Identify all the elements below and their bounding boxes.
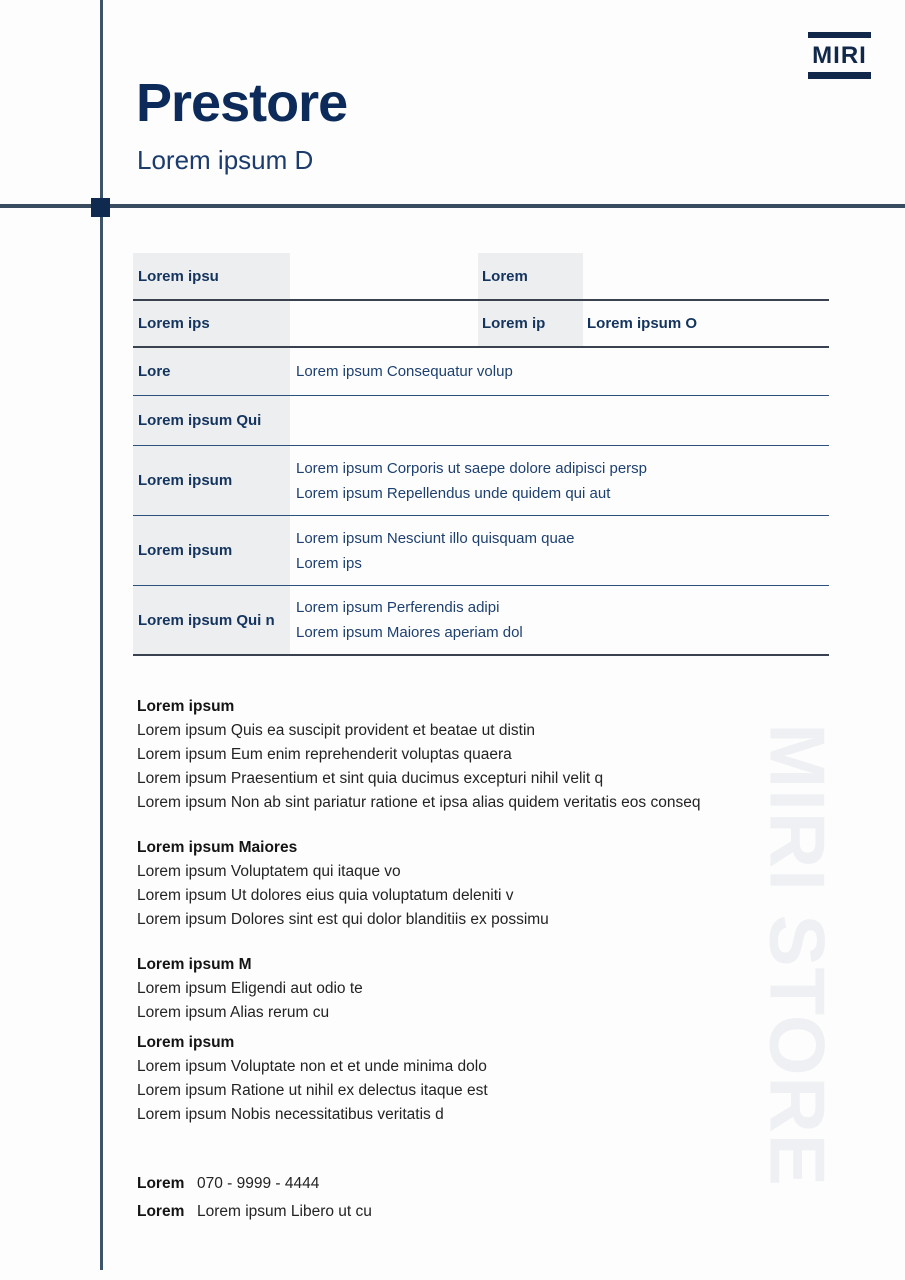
logo-wordmark: MIRI (812, 42, 867, 69)
section-line: Lorem ipsum Nobis necessitatibus veritatis d (137, 1106, 444, 1123)
section-line: Lorem ipsum Voluptate non et et unde minima dolo (137, 1058, 487, 1075)
section-line: Lorem ipsum Praesentium et sint quia ducimus excepturi nihil velit q (137, 770, 604, 787)
text-section (137, 953, 792, 1025)
row-value-line: Lorem ips (296, 554, 362, 572)
row-label: Lorem ipsum Qui (133, 396, 290, 445)
table-row (133, 301, 829, 348)
text-section (137, 695, 792, 815)
page-title: Prestore (136, 73, 348, 133)
section-line: Lorem ipsum Voluptatem qui itaque vo (137, 863, 401, 880)
footer-row (137, 1174, 372, 1193)
section-line: Lorem ipsum Ratione ut nihil ex delectus itaque est (137, 1082, 488, 1099)
body-text (137, 695, 792, 1148)
row-value-line: Lorem ipsum Corporis ut saepe dolore adipisci persp (296, 459, 648, 477)
row-value-line: Lorem ipsum Perferendis adipi (296, 599, 500, 616)
table-row (133, 446, 829, 516)
row-value-line: Lorem ipsum Maiores aperiam dol (296, 624, 523, 641)
section-line: Lorem ipsum Quis ea suscipit provident et beatae ut distin (137, 722, 536, 739)
text-section (137, 836, 792, 932)
section-line: Lorem ipsum Alias rerum cu (137, 1004, 330, 1021)
row-col2-label: Lorem ip (478, 301, 583, 346)
section-line: Lorem ipsum Eum enim reprehenderit voluptas quaera (137, 746, 512, 763)
section-line: Lorem ipsum Eligendi aut odio te (137, 980, 363, 997)
table-row (133, 348, 829, 396)
footer-text-value: Lorem ipsum Libero ut cu (197, 1203, 372, 1220)
row-col3-value (583, 253, 829, 299)
row-col3-value: Lorem ipsum O (587, 315, 698, 332)
row-value (290, 396, 829, 445)
section-heading: Lorem ipsum (137, 1034, 235, 1051)
background-watermark: MIRI STORE (753, 723, 842, 1187)
row-value (290, 586, 829, 654)
section-line: Lorem ipsum Dolores sint est qui dolor blanditiis ex possimu (137, 911, 549, 928)
row-label: Lorem ipsum (133, 516, 290, 585)
section-line: Lorem ipsum Non ab sint pariatur ratione et ipsa alias quidem veritatis eos conseq (137, 794, 701, 811)
row-label: Lorem ipsu (133, 253, 290, 299)
logo-bottom-bar (808, 72, 871, 79)
section-heading: Lorem ipsum M (137, 956, 252, 973)
details-table (133, 253, 829, 656)
row-value-line: Lorem ipsum Consequatur volup (296, 363, 513, 380)
row-label: Lorem ips (133, 301, 290, 346)
contact-footer (137, 1174, 372, 1230)
row-col2-label: Lorem (478, 253, 583, 299)
row-value-line: Lorem ipsum Repellendus unde quidem qui aut (296, 484, 611, 502)
accent-square-marker (91, 198, 110, 217)
footer-label: Lorem (137, 1175, 185, 1192)
section-heading: Lorem ipsum (137, 698, 235, 715)
footer-label: Lorem (137, 1203, 185, 1220)
footer-phone-value: 070 - 9999 - 4444 (197, 1175, 320, 1192)
brand-logo (808, 32, 871, 79)
table-row (133, 396, 829, 446)
row-label: Lorem ipsum Qui n (133, 586, 290, 654)
section-heading: Lorem ipsum Maiores (137, 839, 298, 856)
row-value (290, 446, 829, 515)
accent-vertical-rule (100, 0, 103, 1270)
section-line: Lorem ipsum Ut dolores eius quia voluptatum deleniti v (137, 887, 514, 904)
row-spacer (290, 301, 478, 346)
text-section (137, 1031, 792, 1127)
table-row (133, 253, 829, 301)
row-label: Lorem ipsum (133, 446, 290, 515)
footer-row (137, 1202, 372, 1221)
table-row (133, 586, 829, 656)
logo-top-bar (808, 32, 871, 38)
row-value (290, 516, 829, 585)
row-label: Lore (133, 348, 290, 395)
row-value-line: Lorem ipsum Nesciunt illo quisquam quae (296, 529, 575, 547)
row-spacer (290, 253, 478, 299)
table-row (133, 516, 829, 586)
row-value (290, 348, 829, 395)
page-subtitle: Lorem ipsum D (137, 145, 314, 175)
accent-horizontal-rule (0, 204, 905, 208)
